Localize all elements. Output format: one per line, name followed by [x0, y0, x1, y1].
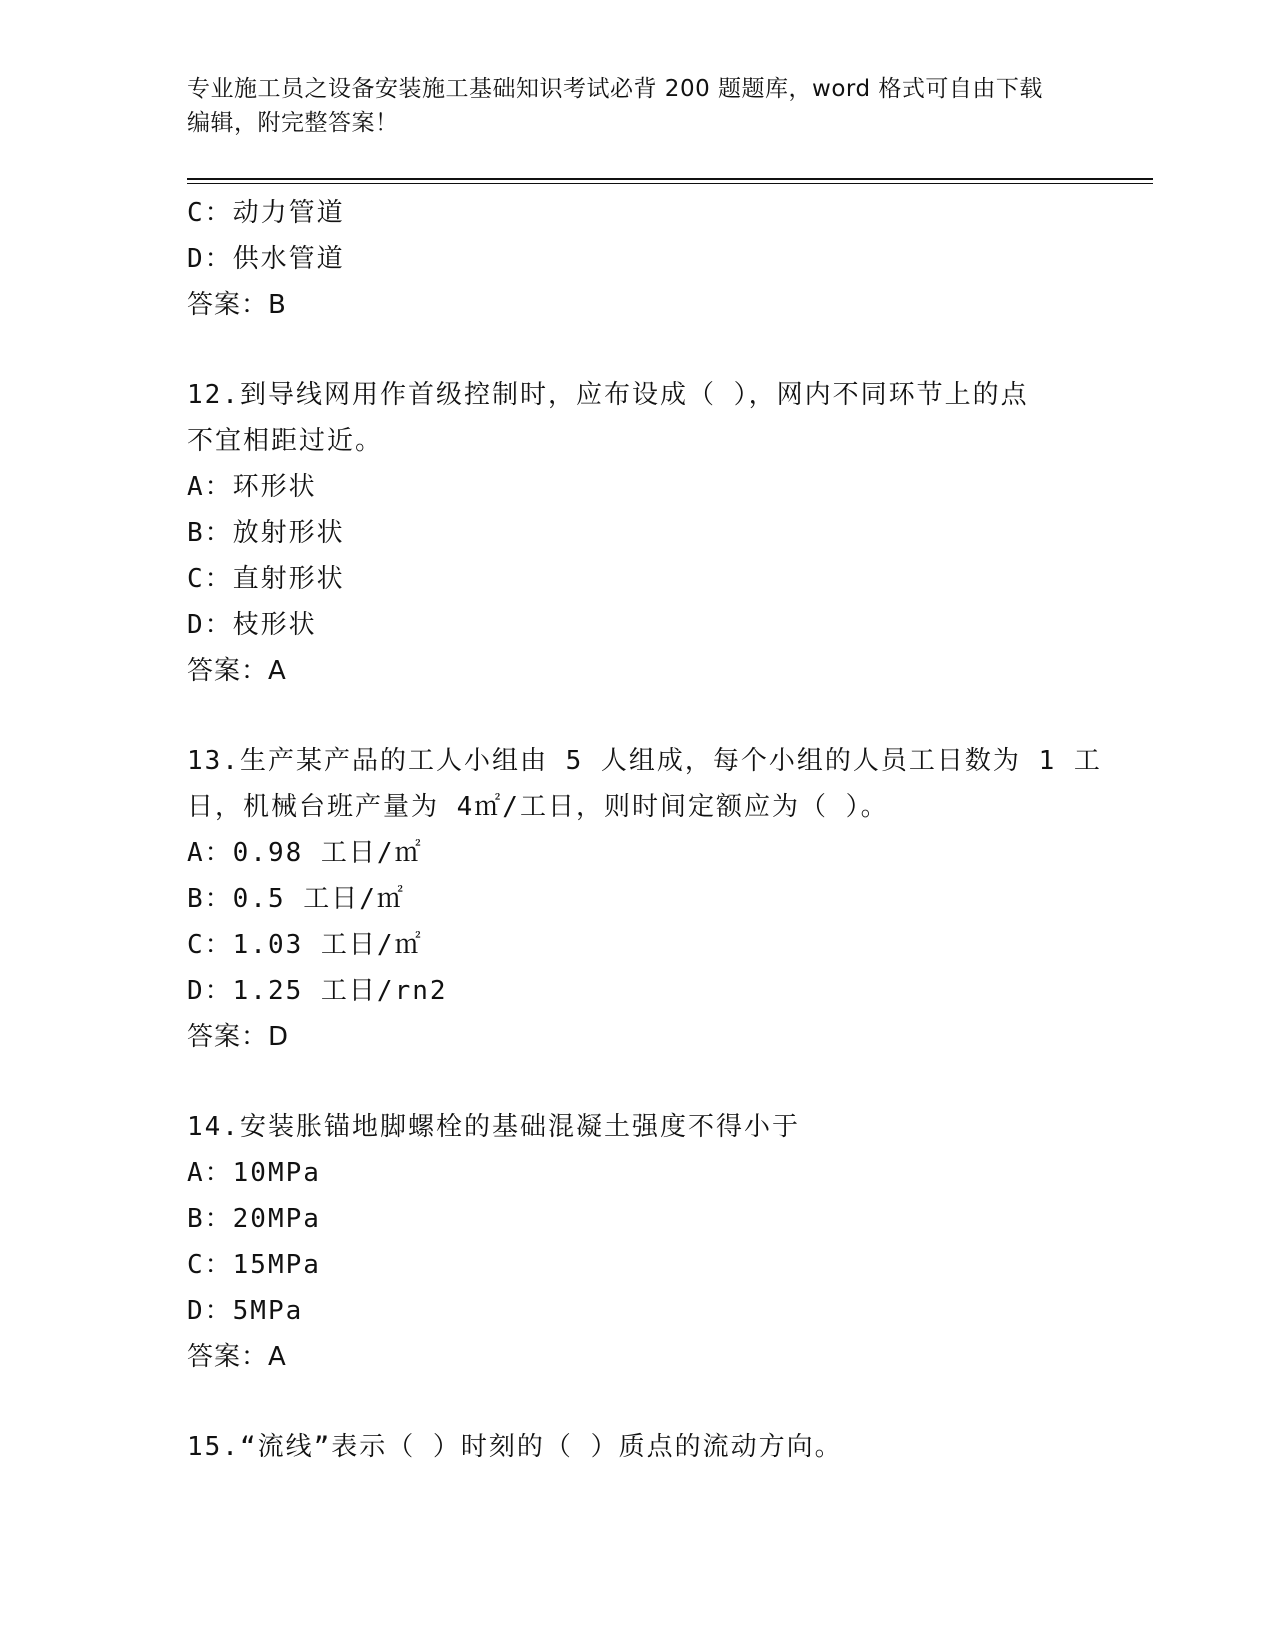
question-text-line-1: 12.到导线网用作首级控制时，应布设成（ ），网内不同环节上的点 — [187, 380, 1029, 410]
header-title-line-2: 编辑，附完整答案！ — [187, 110, 399, 136]
option-a: A：0.98 工日/㎡ — [187, 838, 423, 868]
option-a: A：10MPa — [187, 1158, 321, 1188]
question-text-line-1: 14.安装胀锚地脚螺栓的基础混凝土强度不得小于 — [187, 1112, 800, 1142]
header-rule-thin — [187, 183, 1153, 184]
spacer — [187, 1060, 1087, 1104]
option-b: B：0.5 工日/㎡ — [187, 884, 405, 914]
answer-line: 答案：A — [187, 1342, 287, 1372]
option-d: D：枝形状 — [187, 610, 317, 640]
spacer — [187, 328, 1087, 372]
question-11-tail — [187, 190, 1087, 328]
option-c: C：1.03 工日/㎡ — [187, 930, 423, 960]
option-d: D：5MPa — [187, 1296, 304, 1326]
question-text-line-2: 不宜相距过近。 — [187, 426, 384, 456]
option-b: B：20MPa — [187, 1204, 321, 1234]
question-text-line-1: 13.生产某产品的工人小组由 5 人组成，每个小组的人员工日数为 1 工 — [187, 746, 1102, 776]
question-15 — [187, 1424, 1087, 1470]
answer-line: 答案：A — [187, 656, 287, 686]
question-content — [187, 190, 1102, 1470]
option-c: C：15MPa — [187, 1250, 321, 1280]
answer-line: 答案：B — [187, 290, 287, 320]
option-d: D：供水管道 — [187, 244, 345, 274]
header-rule-thick — [187, 178, 1153, 180]
option-a: A：环形状 — [187, 472, 317, 502]
option-d: D：1.25 工日/rn2 — [187, 976, 448, 1006]
header-title-line-1: 专业施工员之设备安装施工基础知识考试必背 200 题题库，word 格式可自由下载 — [187, 76, 1043, 102]
question-text-line-1: 15.“流线”表示（ ）时刻的（ ）质点的流动方向。 — [187, 1432, 843, 1462]
question-13 — [187, 738, 1102, 1060]
spacer — [187, 1380, 1087, 1424]
spacer — [187, 694, 1087, 738]
question-14 — [187, 1104, 1087, 1380]
option-c: C：直射形状 — [187, 564, 345, 594]
question-text-line-2: 日，机械台班产量为 4㎡/工日，则时间定额应为（ ）。 — [187, 792, 889, 822]
answer-line: 答案：D — [187, 1022, 290, 1052]
option-b: B：放射形状 — [187, 518, 345, 548]
document-header — [187, 72, 1067, 140]
option-c: C：动力管道 — [187, 198, 345, 228]
question-12 — [187, 372, 1087, 694]
